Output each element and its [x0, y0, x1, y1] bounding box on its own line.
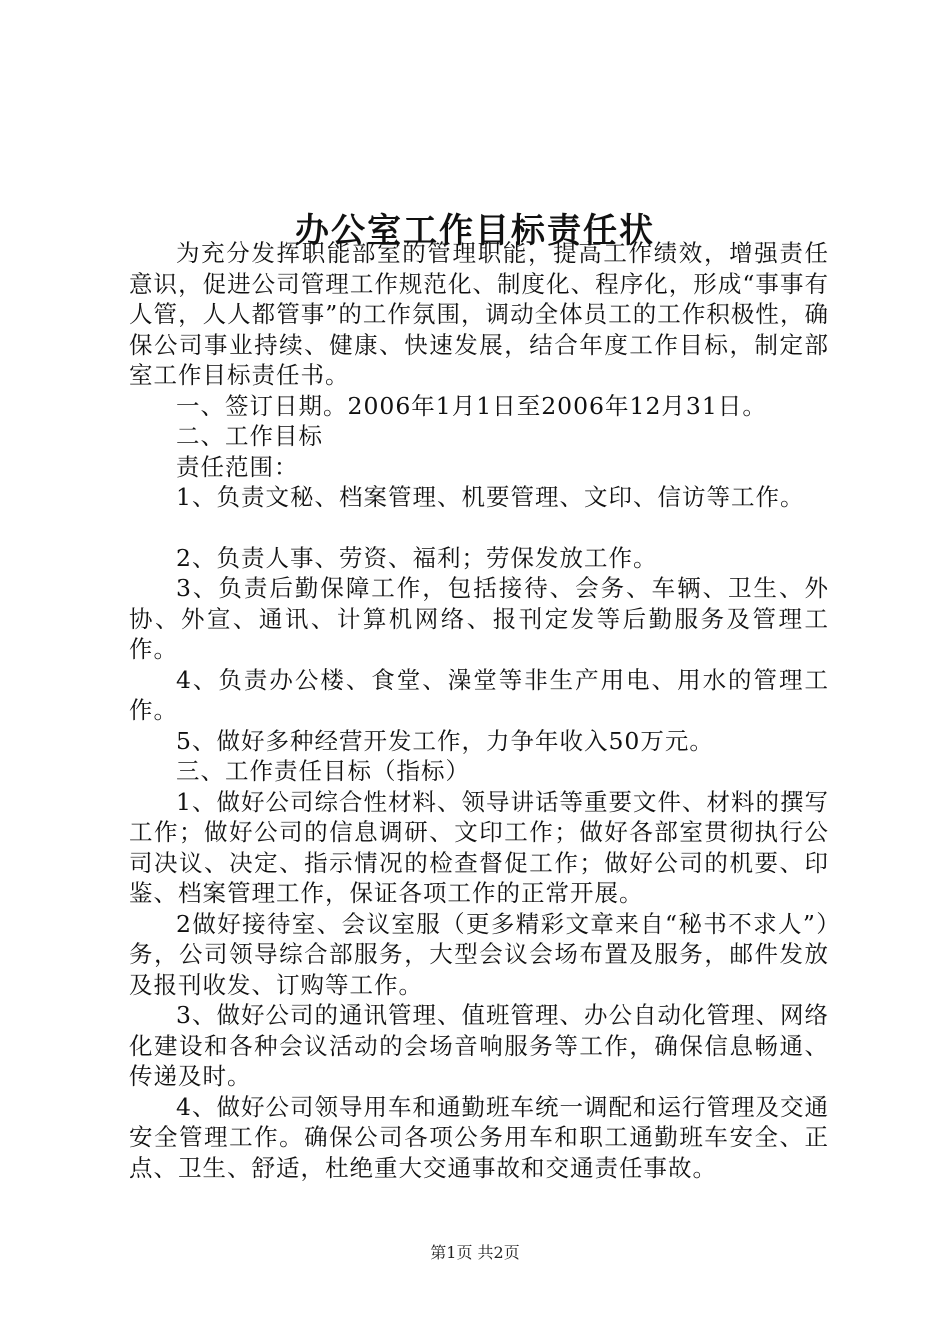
intro-paragraph: 为充分发挥职能部室的管理职能，提高工作绩效，增强责任意识，促进公司管理工作规范化、制度化、程序化，形成“事事有人管，人人都管事”的工作氛围，调动全体员工的工作积极性，确保公司事业持续、健康、快速发展，结合年度工作目标，制定部室工作目标责任书。: [129, 239, 829, 389]
section-signing-date: 一、签订日期。2006年1月1日至2006年12月31日。: [176, 391, 767, 420]
section-heading-work-goals: 二、工作目标: [176, 422, 323, 450]
target-item-4: 4、做好公司领导用车和通勤班车统一调配和运行管理及交通安全管理工作。确保公司各项公务用车和职工通勤班车安全、正点、卫生、舒适，杜绝重大交通事故和交通责任事故。: [129, 1092, 829, 1182]
document-title: 办公室工作目标责任状: [295, 210, 655, 251]
document-body: [129, 238, 829, 1183]
target-item-1: 1、做好公司综合性材料、领导讲话等重要文件、材料的撰写工作；做好公司的信息调研、文印工作；做好各部室贯彻执行公司决议、决定、指示情况的检查督促工作；做好公司的机要、印鉴、档案管理工作，保证各项工作的正常开展。: [129, 787, 829, 907]
responsibility-scope-label: 责任范围：: [176, 452, 299, 481]
scope-item-4: 4、负责办公楼、食堂、澡堂等非生产用电、用水的管理工作。: [129, 665, 829, 724]
scope-item-5: 5、做好多种经营开发工作，力争年收入50万元。: [176, 726, 714, 755]
page-footer: 第1页 共2页: [430, 1243, 520, 1262]
section-heading-responsibility-targets: 三、工作责任目标（指标）: [176, 757, 470, 785]
scope-item-2: 2、负责人事、劳资、福利；劳保发放工作。: [176, 543, 658, 572]
scope-item-3: 3、负责后勤保障工作，包括接待、会务、车辆、卫生、外协、外宣、通讯、计算机网络、报刊定发等后勤服务及管理工作。: [129, 574, 829, 663]
scope-item-1: 1、负责文秘、档案管理、机要管理、文印、信访等工作。: [176, 483, 805, 511]
target-item-3: 3、做好公司的通讯管理、值班管理、办公自动化管理、网络化建设和各种会议活动的会场音响服务等工作，确保信息畅通、传递及时。: [129, 1001, 829, 1090]
target-item-2: 2做好接待室、会议室服（更多精彩文章来自“秘书不求人”）务，公司领导综合部服务，大型会议会场布置及服务，邮件发放及报刊收发、订购等工作。: [129, 909, 829, 999]
